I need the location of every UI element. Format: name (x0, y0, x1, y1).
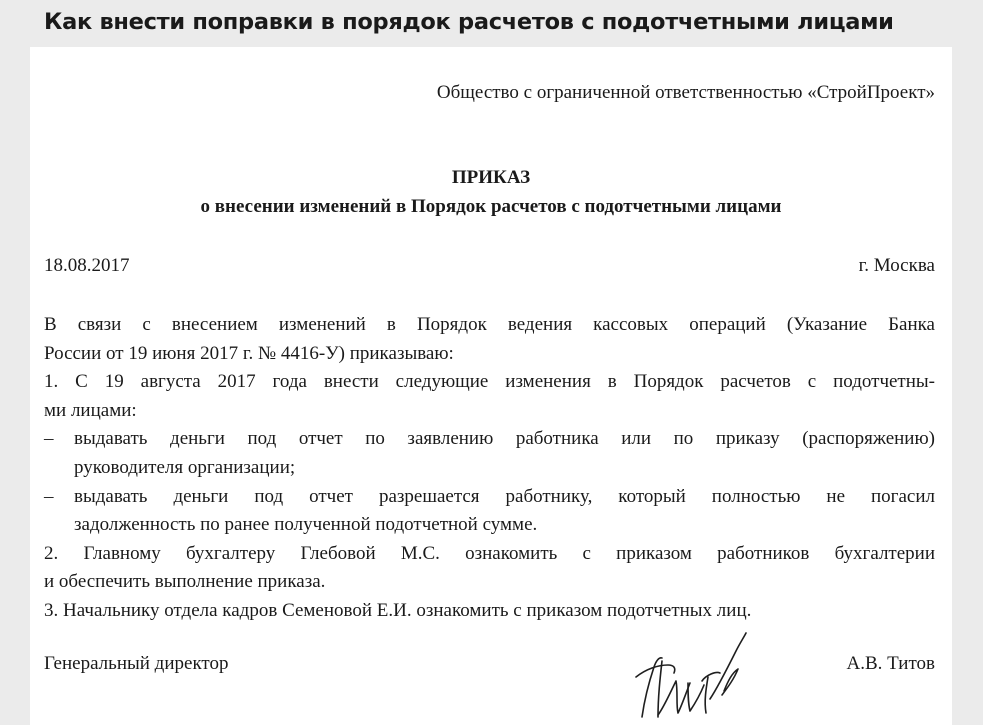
dash-item-2-line: задолженность по ранее полученной подотчетной сумме. (74, 514, 538, 536)
order-item-3-line: 3. Начальнику отдела кадров Семеновой Е.И. ознакомить с приказом подотчетных лиц. (44, 599, 752, 621)
intro-line: В связи с внесением изменений в Порядок ведения кассовых операций (Указание Банка (44, 314, 935, 335)
order-item-2-line: 2. Главному бухгалтеру Глебовой М.С. ознакомить с приказом работников бухгалтерии (44, 542, 935, 564)
organization-name: Общество с ограниченной ответственностью «СтройПроект» (436, 82, 935, 103)
order-item-1 (44, 368, 935, 425)
order-item-2 (44, 540, 935, 597)
document-sheet (30, 47, 952, 725)
document-body (44, 311, 935, 626)
document-heading: ПРИКАЗ (451, 167, 531, 188)
dash-item-1 (44, 425, 935, 482)
order-item-1-line: 1. С 19 августа 2017 года внести следующие изменения в Порядок расчетов с подотчетны- (44, 371, 935, 393)
signature-icon (628, 621, 758, 725)
intro-paragraph (44, 311, 935, 368)
dash-item-1-line: выдавать деньги под отчет по заявлению работника или по приказу (распоряжению) (74, 428, 935, 450)
dash-marker: – (44, 485, 54, 507)
document-subheading: о внесении изменений в Порядок расчетов с подотчетными лицами (200, 196, 782, 217)
dash-marker: – (44, 428, 54, 450)
dash-item-2-line: выдавать деньги под отчет разрешается работнику, который полностью не погасил (74, 485, 935, 507)
figure-title: Как внести поправки в порядок расчетов с подотчетными лицами (44, 9, 894, 35)
document-date: 18.08.2017 (44, 255, 130, 276)
order-item-3 (44, 597, 935, 626)
signatory-title: Генеральный директор (44, 653, 229, 674)
dash-item-1-line: руководителя организации; (74, 456, 296, 478)
document-city: г. Москва (858, 255, 935, 276)
order-item-1-line: ми лицами: (44, 399, 137, 421)
dash-item-2 (44, 483, 935, 540)
intro-line: России от 19 июня 2017 г. № 4416-У) приказываю: (44, 342, 454, 364)
order-item-2-line: и обеспечить выполнение приказа. (44, 571, 326, 593)
signatory-name: А.В. Титов (846, 653, 935, 674)
